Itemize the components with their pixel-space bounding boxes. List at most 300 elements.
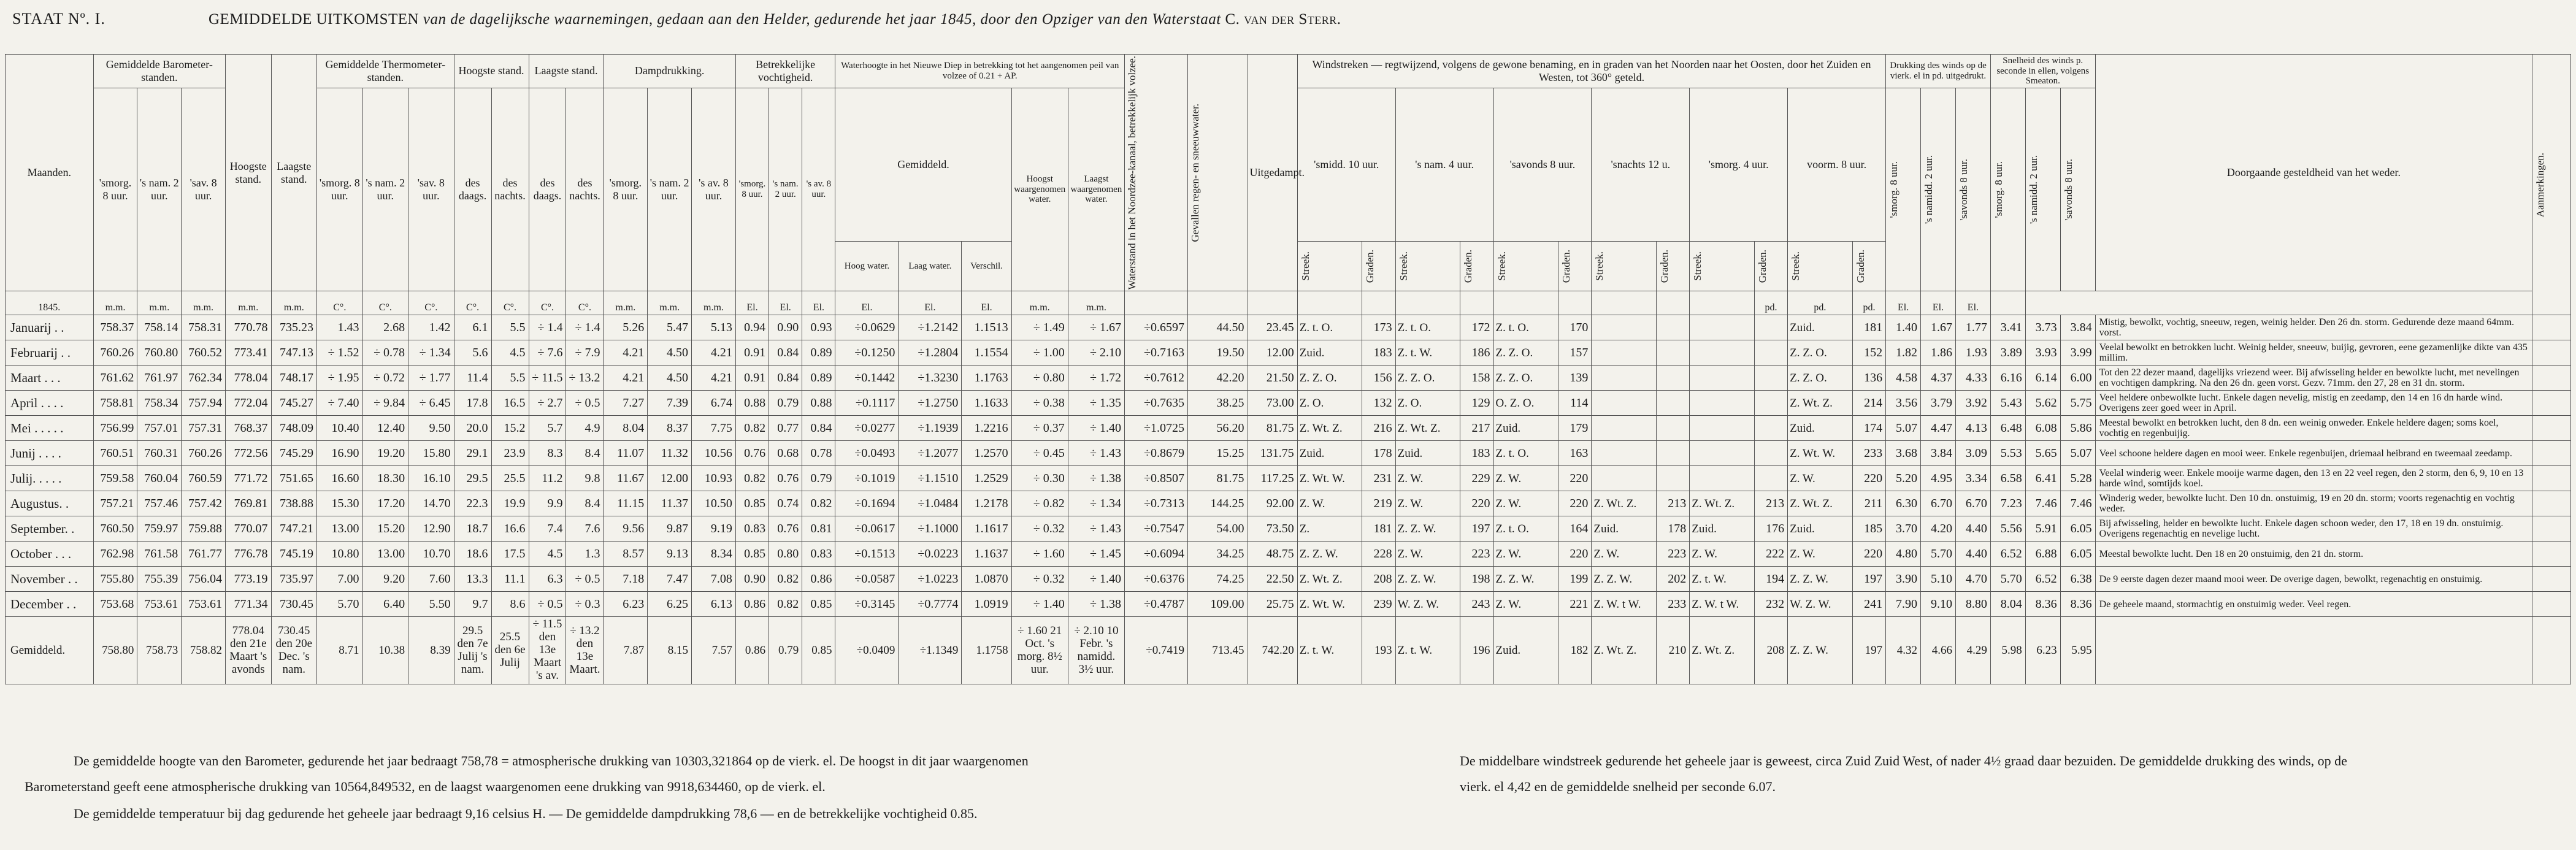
wind-degrees: 220: [1852, 466, 1885, 491]
barometer-value: 761.62: [93, 366, 137, 391]
vapour-pressure-value: 4.21: [692, 366, 736, 391]
th-ln: des nachts.: [566, 88, 604, 291]
remarks-cell: [2532, 441, 2571, 466]
wind-speed-value: 3.84: [2060, 315, 2095, 340]
temperature-value: 4.5: [491, 340, 529, 366]
wind-direction: Z.: [1297, 516, 1362, 542]
temperature-value: 5.5: [491, 315, 529, 340]
canal-level-value: ÷0.6597: [1125, 315, 1188, 340]
unit-label: El.: [1955, 291, 1990, 315]
th-verschil: Verschil.: [962, 241, 1011, 291]
water-level-value: ÷1.2750: [899, 391, 962, 416]
barometer-value: 758.81: [93, 391, 137, 416]
canal-level-value: ÷0.8507: [1125, 466, 1188, 491]
water-level-value: 1.1763: [962, 366, 1011, 391]
footer-line-3: De gemiddelde temperatuur bij dag gedurende het geheele jaar bedraagt 9,16 celsius H. — De gemiddelde dampdrukking 78,6 — en de betrekkelijke vochtigheid 0.85.: [74, 806, 978, 821]
wind-direction: W. Z. W.: [1788, 592, 1853, 617]
month-name: December . .: [6, 592, 94, 617]
weather-description: Veel schoone heldere dagen en mooi weer. Enkele regenbuijen, driemaal heibrand en tweemaal zeedamp.: [2095, 441, 2532, 466]
vapour-pressure-value: 7.75: [692, 416, 736, 441]
humidity-value: 0.83: [735, 516, 769, 542]
wind-degrees: 220: [1852, 542, 1885, 567]
wind-speed-value: 3.89: [1990, 340, 2025, 366]
mean-high-day: 29.5 den 7e Julij 's nam.: [454, 617, 491, 684]
wind-degrees: 220: [1558, 466, 1592, 491]
vapour-pressure-value: 8.37: [648, 416, 692, 441]
humidity-value: 0.76: [769, 466, 802, 491]
water-level-value: ÷ 0.32: [1011, 516, 1068, 542]
weather-description: [2095, 617, 2532, 684]
vapour-pressure-value: 9.13: [648, 542, 692, 567]
barometer-value: 769.81: [226, 491, 272, 516]
wind-degrees: 229: [1460, 466, 1493, 491]
humidity-value: 0.89: [802, 366, 835, 391]
wind-direction: Z. Wt. Z.: [1788, 491, 1853, 516]
barometer-value: 735.23: [271, 315, 317, 340]
mean-lowest-water: ÷ 2.10 10 Febr. 's namidd. 3½ uur.: [1068, 617, 1124, 684]
table-row: [6, 542, 2571, 567]
temperature-value: 17.5: [491, 542, 529, 567]
wind-degrees: [1657, 416, 1690, 441]
month-name: April . . . .: [6, 391, 94, 416]
wind-pressure-value: 4.20: [1921, 516, 1956, 542]
water-level-value: ÷ 0.32: [1011, 567, 1068, 592]
th-weder: Doorgaande gesteldheid van het weder.: [2095, 55, 2532, 291]
th-waterstand-noord: Waterstand in het Noordzee-kanaal, betrekkelijk volzee.: [1125, 55, 1188, 291]
temperature-value: ÷ 0.5: [566, 391, 604, 416]
water-level-value: ÷1.0484: [899, 491, 962, 516]
wind-speed-value: 6.00: [2060, 366, 2095, 391]
month-name: October . . .: [6, 542, 94, 567]
th-graden: Graden.: [1460, 241, 1493, 291]
water-level-value: ÷1.2077: [899, 441, 962, 466]
unit-blank: [1690, 291, 1755, 315]
th-thermo-s: 'smorg. 8 uur.: [317, 88, 363, 291]
wind-degrees: 221: [1558, 592, 1592, 617]
weather-description: Veelal bewolkt en betrokken lucht. Weinig helder, sneeuw, buijig, gevroren, eene gezamenlijke dikte van 435 millim.: [2095, 340, 2532, 366]
wind-degrees: 194: [1754, 567, 1787, 592]
wind-direction: Z. Wt. W.: [1788, 441, 1853, 466]
th-druk-n: 's namidd. 2 uur.: [1921, 88, 1956, 291]
canal-level-value: ÷0.6376: [1125, 567, 1188, 592]
temperature-value: 7.6: [566, 516, 604, 542]
wind-direction: Z. W. t W.: [1690, 592, 1755, 617]
mean-wind-pressure: 4.29: [1955, 617, 1990, 684]
wind-direction: Zuid.: [1690, 516, 1755, 542]
wind-degrees: 185: [1852, 516, 1885, 542]
table-row: [6, 466, 2571, 491]
water-level-value: ÷0.1117: [835, 391, 899, 416]
temperature-value: 13.00: [362, 542, 408, 567]
observations-table-wrap: [5, 54, 2571, 684]
mean-wind-speed: 6.23: [2025, 617, 2060, 684]
wind-pressure-value: 4.58: [1886, 366, 1921, 391]
humidity-value: 0.81: [802, 516, 835, 542]
wind-degrees: 129: [1460, 391, 1493, 416]
wind-speed-value: 5.91: [2025, 516, 2060, 542]
th-hd: des daags.: [454, 88, 491, 291]
wind-degrees: 172: [1460, 315, 1493, 340]
wind-degrees: [1754, 340, 1787, 366]
year-label: 1845.: [6, 291, 94, 315]
mean-vapour: 8.15: [648, 617, 692, 684]
barometer-value: 759.97: [137, 516, 182, 542]
rainfall-value: 15.25: [1187, 441, 1248, 466]
evaporation-value: 12.00: [1248, 340, 1297, 366]
humidity-value: 0.86: [802, 567, 835, 592]
unit-label: m.m.: [1068, 291, 1124, 315]
humidity-value: 0.91: [735, 340, 769, 366]
wind-pressure-value: 5.07: [1886, 416, 1921, 441]
temperature-value: 7.60: [408, 567, 454, 592]
wind-speed-value: 5.28: [2060, 466, 2095, 491]
wind-speed-value: 6.16: [1990, 366, 2025, 391]
barometer-value: 778.04: [226, 366, 272, 391]
humidity-value: 0.82: [769, 567, 802, 592]
wind-direction: Z. t. O.: [1297, 315, 1362, 340]
wind-direction: Z. W.: [1592, 542, 1657, 567]
wind-pressure-value: 1.77: [1955, 315, 1990, 340]
water-level-value: ÷0.0493: [835, 441, 899, 466]
barometer-value: 759.58: [93, 466, 137, 491]
mean-wind-speed: 5.95: [2060, 617, 2095, 684]
wind-speed-value: 5.07: [2060, 441, 2095, 466]
th-graden: Graden.: [1558, 241, 1592, 291]
wind-degrees: 231: [1362, 466, 1395, 491]
temperature-value: ÷ 7.6: [529, 340, 566, 366]
mean-temperature: 10.38: [362, 617, 408, 684]
wind-degrees: 202: [1657, 567, 1690, 592]
observations-body: [6, 315, 2571, 684]
vapour-pressure-value: 10.50: [692, 491, 736, 516]
water-level-value: ÷ 1.40: [1068, 416, 1124, 441]
temperature-value: 15.30: [317, 491, 363, 516]
unit-label: El.: [769, 291, 802, 315]
water-level-value: ÷0.1250: [835, 340, 899, 366]
th-wind-group: Windstreken — regtwijzend, volgens de gewone benaming, en in graden van het Noorden naar het Oosten, door het Zuiden en Westen, tot 360° geteld.: [1297, 55, 1885, 88]
barometer-value: 757.94: [182, 391, 226, 416]
unit-label: m.m.: [648, 291, 692, 315]
barometer-value: 762.98: [93, 542, 137, 567]
barometer-value: 760.52: [182, 340, 226, 366]
barometer-value: 755.80: [93, 567, 137, 592]
unit-blank: [1592, 291, 1657, 315]
water-level-value: ÷ 1.43: [1068, 516, 1124, 542]
wind-speed-value: 7.23: [1990, 491, 2025, 516]
barometer-value: 745.29: [271, 441, 317, 466]
remarks-cell: [2532, 592, 2571, 617]
barometer-value: 753.68: [93, 592, 137, 617]
wind-speed-value: 6.05: [2060, 542, 2095, 567]
wind-direction: Z. t. W.: [1297, 617, 1362, 684]
wind-degrees: 178: [1657, 516, 1690, 542]
weather-description: Meestal bewolkt en betrokken lucht, den 8 dn. een weinig onweder. Enkele heldere dagen; soms koel, vochtig en regenbuijig.: [2095, 416, 2532, 441]
humidity-value: 0.82: [769, 592, 802, 617]
mean-humidity: 0.86: [735, 617, 769, 684]
temperature-value: 17.8: [454, 391, 491, 416]
wind-direction: Z. t. W.: [1395, 617, 1460, 684]
remarks-cell: [2532, 340, 2571, 366]
th-hoogste-stand: Hoogste stand.: [226, 55, 272, 291]
barometer-value: 756.99: [93, 416, 137, 441]
barometer-value: 757.46: [137, 491, 182, 516]
temperature-value: 18.7: [454, 516, 491, 542]
th-snel-a: 'savonds 8 uur.: [2060, 88, 2095, 291]
barometer-value: 747.13: [271, 340, 317, 366]
water-level-value: ÷1.3230: [899, 366, 962, 391]
wind-direction: Z. W.: [1395, 466, 1460, 491]
wind-degrees: 139: [1558, 366, 1592, 391]
unit-label: El.: [962, 291, 1011, 315]
wind-pressure-value: 3.84: [1921, 441, 1956, 466]
title-italic-2: Waterstaat: [1152, 11, 1221, 28]
temperature-value: ÷ 0.5: [566, 567, 604, 592]
wind-degrees: 132: [1362, 391, 1395, 416]
th-streek: Streek.: [1690, 241, 1755, 291]
wind-speed-value: 6.41: [2025, 466, 2060, 491]
water-level-value: ÷ 1.49: [1011, 315, 1068, 340]
temperature-value: 9.8: [566, 466, 604, 491]
wind-speed-value: 5.65: [2025, 441, 2060, 466]
vapour-pressure-value: 6.74: [692, 391, 736, 416]
wind-direction: [1690, 466, 1755, 491]
vapour-pressure-value: 7.47: [648, 567, 692, 592]
water-level-value: ÷1.2142: [899, 315, 962, 340]
evaporation-value: 25.75: [1248, 592, 1297, 617]
vapour-pressure-value: 8.04: [604, 416, 648, 441]
wind-degrees: 170: [1558, 315, 1592, 340]
water-level-value: ÷ 1.00: [1011, 340, 1068, 366]
water-level-value: 1.1554: [962, 340, 1011, 366]
temperature-value: 13.00: [317, 516, 363, 542]
humidity-value: 0.86: [735, 592, 769, 617]
temperature-value: 2.68: [362, 315, 408, 340]
barometer-value: 771.72: [226, 466, 272, 491]
wind-pressure-value: 1.86: [1921, 340, 1956, 366]
weather-description: De 9 eerste dagen dezer maand mooi weer. De overige dagen, bewolkt, regenachtig en onstuimig.: [2095, 567, 2532, 592]
table-row: [6, 416, 2571, 441]
temperature-value: 17.20: [362, 491, 408, 516]
mean-water: 1.1758: [962, 617, 1011, 684]
mean-temperature: 8.71: [317, 617, 363, 684]
temperature-value: 16.6: [491, 516, 529, 542]
th-druk-s: 'smorg. 8 uur.: [1886, 88, 1921, 291]
wind-degrees: 211: [1852, 491, 1885, 516]
vapour-pressure-value: 4.50: [648, 366, 692, 391]
vapour-pressure-value: 5.47: [648, 315, 692, 340]
unit-label: C°.: [491, 291, 529, 315]
remarks-cell: [2532, 466, 2571, 491]
unit-blank: [1558, 291, 1592, 315]
canal-level-value: ÷0.7635: [1125, 391, 1188, 416]
wind-degrees: 233: [1657, 592, 1690, 617]
wind-direction: Zuid.: [1493, 617, 1558, 684]
rainfall-value: 81.75: [1187, 466, 1248, 491]
humidity-value: 0.76: [735, 441, 769, 466]
th-laagst-water: Laagst waargenomen water.: [1068, 88, 1124, 291]
wind-pressure-value: 3.90: [1886, 567, 1921, 592]
th-graden: Graden.: [1852, 241, 1885, 291]
wind-direction: [1592, 340, 1657, 366]
th-vocht-group: Betrekkelijke vochtigheid.: [735, 55, 835, 88]
barometer-value: 760.31: [137, 441, 182, 466]
wind-direction: Z. t. O.: [1493, 315, 1558, 340]
unit-label: C°.: [317, 291, 363, 315]
water-level-value: ÷ 0.30: [1011, 466, 1068, 491]
temperature-value: 5.5: [491, 366, 529, 391]
water-level-value: ÷ 1.60: [1011, 542, 1068, 567]
wind-direction: Zuid.: [1297, 441, 1362, 466]
water-level-value: 1.2178: [962, 491, 1011, 516]
vapour-pressure-value: 11.37: [648, 491, 692, 516]
humidity-value: 0.82: [802, 491, 835, 516]
table-row: [6, 315, 2571, 340]
wind-degrees: 220: [1558, 542, 1592, 567]
th-vocht-n: 's nam. 2 uur.: [769, 88, 802, 291]
th-w-8: 'savonds 8 uur.: [1493, 88, 1592, 241]
th-hoogst-water: Hoogst waargenomen water.: [1011, 88, 1068, 291]
wind-direction: Z. Z. O.: [1788, 340, 1853, 366]
vapour-pressure-value: 4.50: [648, 340, 692, 366]
water-level-value: ÷ 1.38: [1068, 592, 1124, 617]
wind-direction: Z. W.: [1493, 491, 1558, 516]
temperature-value: 6.1: [454, 315, 491, 340]
wind-speed-value: 6.08: [2025, 416, 2060, 441]
wind-degrees: 199: [1558, 567, 1592, 592]
water-level-value: ÷0.0223: [899, 542, 962, 567]
wind-direction: Z. W.: [1395, 542, 1460, 567]
wind-direction: Z. t. W.: [1690, 567, 1755, 592]
temperature-value: ÷ 0.5: [529, 592, 566, 617]
water-level-value: ÷1.1000: [899, 516, 962, 542]
remarks-cell: [2532, 315, 2571, 340]
evaporation-value: 48.75: [1248, 542, 1297, 567]
wind-degrees: 178: [1362, 441, 1395, 466]
wind-speed-value: 5.43: [1990, 391, 2025, 416]
wind-direction: Z. Z. O.: [1493, 340, 1558, 366]
vapour-pressure-value: 11.07: [604, 441, 648, 466]
vapour-pressure-value: 6.23: [604, 592, 648, 617]
water-level-value: ÷ 1.40: [1011, 592, 1068, 617]
vapour-pressure-value: 10.93: [692, 466, 736, 491]
wind-degrees: 179: [1558, 416, 1592, 441]
wind-direction: Z. W.: [1395, 491, 1460, 516]
wind-direction: W. Z. W.: [1395, 592, 1460, 617]
wind-degrees: 158: [1460, 366, 1493, 391]
th-damp-n: 's nam. 2 uur.: [648, 88, 692, 291]
temperature-value: ÷ 1.52: [317, 340, 363, 366]
vapour-pressure-value: 7.08: [692, 567, 736, 592]
wind-pressure-value: 4.13: [1955, 416, 1990, 441]
barometer-value: 760.59: [182, 466, 226, 491]
wind-direction: Z. Z. O.: [1297, 366, 1362, 391]
barometer-value: 757.31: [182, 416, 226, 441]
wind-direction: [1592, 366, 1657, 391]
water-level-value: ÷ 1.38: [1068, 466, 1124, 491]
vapour-pressure-value: 6.25: [648, 592, 692, 617]
mean-temperature: 8.39: [408, 617, 454, 684]
wind-direction: Z. Wt. Z.: [1690, 491, 1755, 516]
canal-level-value: ÷0.4787: [1125, 592, 1188, 617]
unit-label: El.: [802, 291, 835, 315]
water-level-value: ÷ 0.37: [1011, 416, 1068, 441]
th-graden: Graden.: [1754, 241, 1787, 291]
wind-direction: [1690, 441, 1755, 466]
temperature-value: 5.7: [529, 416, 566, 441]
mean-canal: ÷0.7419: [1125, 617, 1188, 684]
wind-degrees: 222: [1754, 542, 1787, 567]
wind-speed-value: 6.52: [1990, 542, 2025, 567]
remarks-cell: [2532, 416, 2571, 441]
evaporation-value: 73.50: [1248, 516, 1297, 542]
mean-label: Gemiddeld.: [6, 617, 94, 684]
evaporation-value: 117.25: [1248, 466, 1297, 491]
wind-speed-value: 6.38: [2060, 567, 2095, 592]
unit-label: m.m.: [604, 291, 648, 315]
temperature-value: ÷ 2.7: [529, 391, 566, 416]
temperature-value: ÷ 1.4: [529, 315, 566, 340]
wind-degrees: [1657, 366, 1690, 391]
wind-direction: Z. Z. W.: [1788, 567, 1853, 592]
wind-pressure-value: 3.34: [1955, 466, 1990, 491]
th-laagste-group: Laagste stand.: [529, 55, 604, 88]
temperature-value: 15.80: [408, 441, 454, 466]
humidity-value: 0.79: [769, 391, 802, 416]
canal-level-value: ÷0.7313: [1125, 491, 1188, 516]
wind-degrees: 198: [1460, 567, 1493, 592]
wind-direction: [1690, 416, 1755, 441]
th-graden: Graden.: [1657, 241, 1690, 291]
wind-direction: Z. Wt. Z.: [1788, 391, 1853, 416]
th-streek: Streek.: [1788, 241, 1853, 291]
barometer-value: 748.17: [271, 366, 317, 391]
staat-number: STAAT Nº. I.: [12, 10, 105, 28]
barometer-value: 761.58: [137, 542, 182, 567]
barometer-value: 768.37: [226, 416, 272, 441]
vapour-pressure-value: 6.13: [692, 592, 736, 617]
water-level-value: ÷ 1.72: [1068, 366, 1124, 391]
unit-blank: [1362, 291, 1395, 315]
wind-pressure-value: 1.93: [1955, 340, 1990, 366]
wind-speed-value: 5.70: [1990, 567, 2025, 592]
humidity-value: 0.84: [802, 416, 835, 441]
unit-label: C°.: [529, 291, 566, 315]
wind-degrees: 232: [1754, 592, 1787, 617]
wind-degrees: 213: [1657, 491, 1690, 516]
humidity-value: 0.83: [802, 542, 835, 567]
evaporation-value: 22.50: [1248, 567, 1297, 592]
wind-direction: Z. t. O.: [1493, 441, 1558, 466]
barometer-value: 771.34: [226, 592, 272, 617]
temperature-value: 4.9: [566, 416, 604, 441]
temperature-value: 10.40: [317, 416, 363, 441]
wind-direction: Z. Z. O.: [1788, 366, 1853, 391]
th-druk-group: Drukking des winds op de vierk. el in pd. uitgedrukt.: [1886, 55, 1991, 88]
temperature-value: ÷ 0.78: [362, 340, 408, 366]
month-name: Augustus. .: [6, 491, 94, 516]
water-level-value: 1.2570: [962, 441, 1011, 466]
remarks-cell: [2532, 366, 2571, 391]
wind-direction: Zuid.: [1788, 416, 1853, 441]
wind-pressure-value: 5.20: [1886, 466, 1921, 491]
wind-degrees: [1754, 315, 1787, 340]
wind-degrees: 217: [1460, 416, 1493, 441]
temperature-value: 8.6: [491, 592, 529, 617]
wind-degrees: 156: [1362, 366, 1395, 391]
temperature-value: 12.40: [362, 416, 408, 441]
table-row: [6, 391, 2571, 416]
wind-degrees: [1754, 391, 1787, 416]
